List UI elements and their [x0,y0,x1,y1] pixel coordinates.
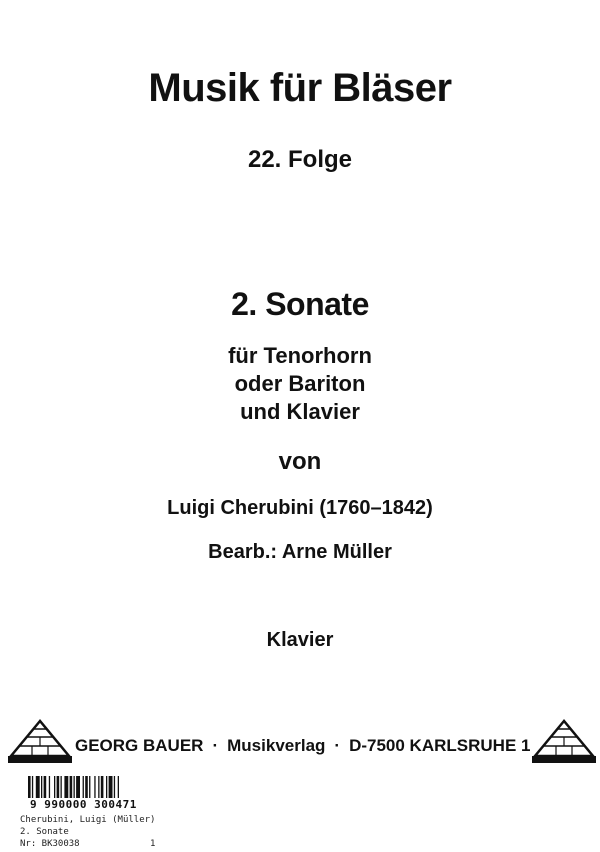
label-line: 2. Sonate [20,827,69,837]
instrumentation [0,342,600,426]
publisher-name: GEORG BAUER [75,736,204,755]
separator: · [334,736,341,755]
part-name: Klavier [266,629,334,651]
label-line: Cherubini, Luigi (Müller) [20,815,156,825]
composer: Luigi Cherubini (1760–1842) [167,497,433,519]
arranger: Bearb.: Arne Müller [208,541,392,563]
label-line: Nr: BK30038 [20,839,80,849]
series-number: 22. Folge [247,146,353,173]
book-title: Musik für Bläser [148,66,452,110]
separator: · [212,736,219,755]
label-count: 1 [150,839,156,849]
publisher-address: D-7500 KARLSRUHE 1 [349,736,531,755]
instrumentation-line: oder Bariton [234,371,366,396]
barcode-number: 9 990000 300471 [30,798,137,811]
pyramid-logo-icon [532,718,596,768]
by-label: von [278,448,322,475]
publisher-line [0,736,600,756]
publisher-type: Musikverlag [227,736,326,755]
instrumentation-line: für Tenorhorn [228,343,372,368]
instrumentation-line: und Klavier [240,399,360,424]
work-title: 2. Sonate [231,286,369,322]
